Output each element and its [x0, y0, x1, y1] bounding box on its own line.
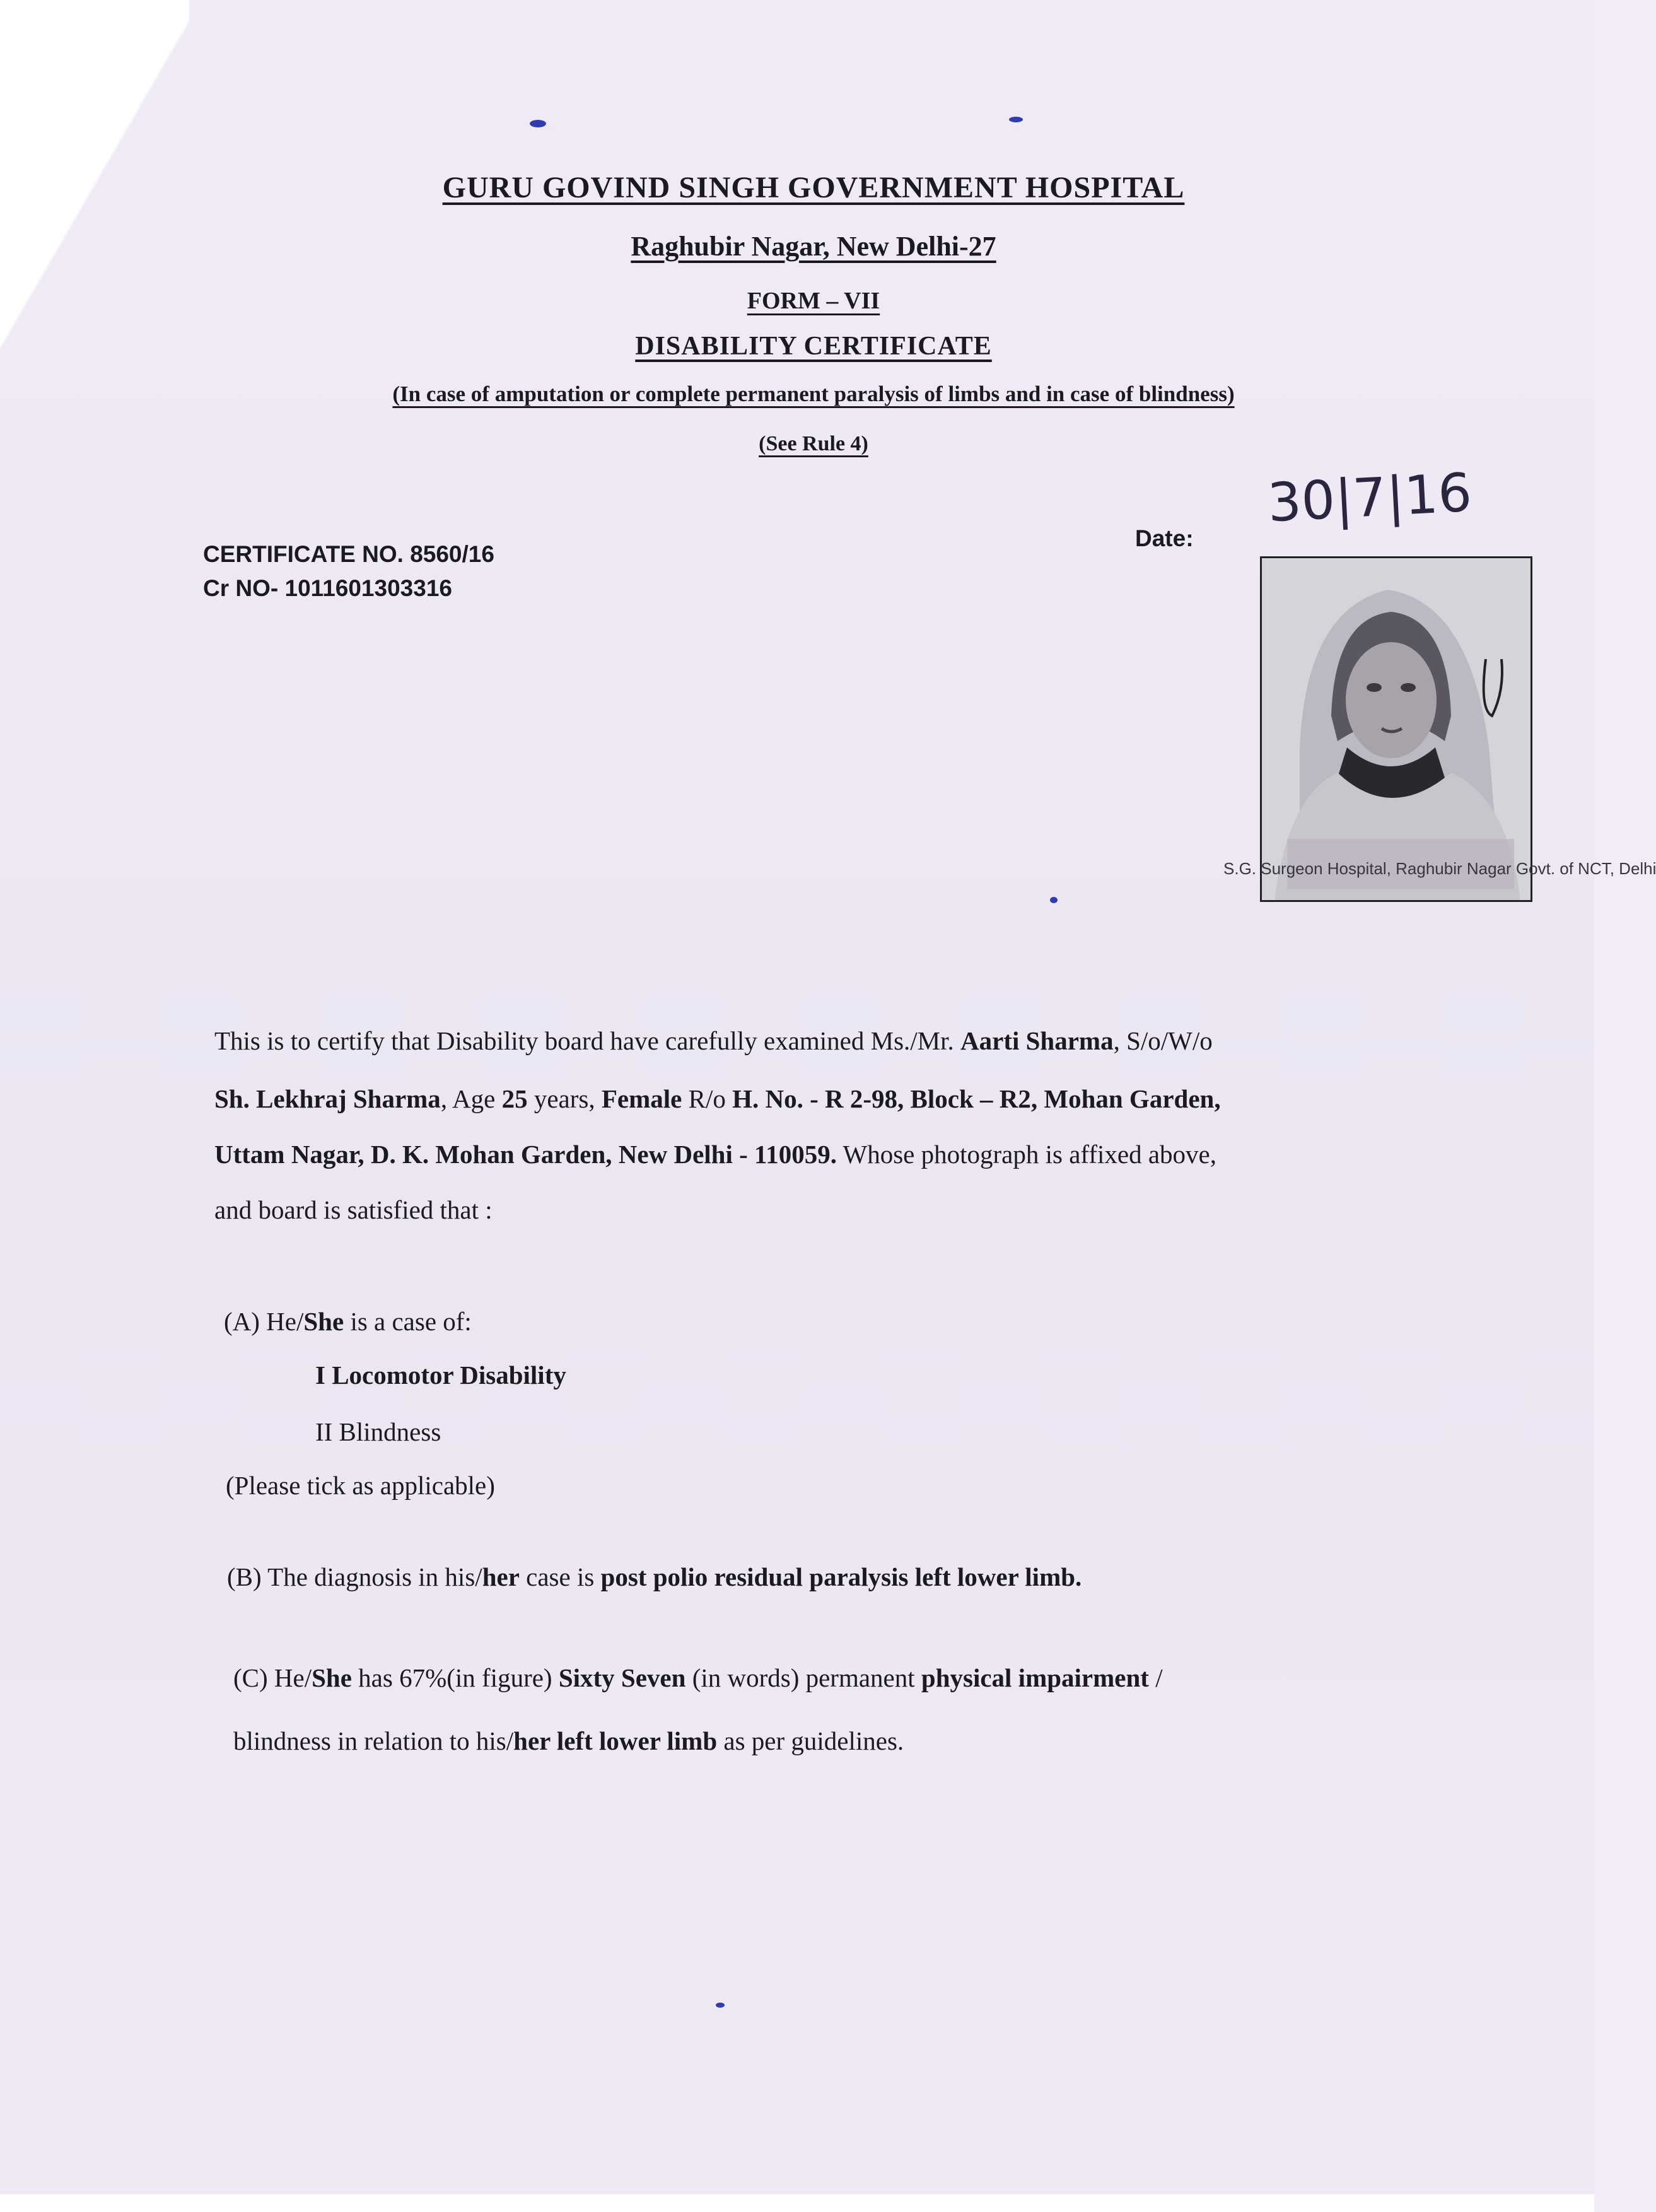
- hospital-name: GURU GOVIND SINGH GOVERNMENT HOSPITAL: [442, 171, 1185, 204]
- body-text: %(in figure): [425, 1663, 559, 1692]
- impairment-percent: 67: [399, 1663, 426, 1692]
- form-number: FORM – VII: [747, 288, 880, 314]
- body-text: case is: [519, 1562, 601, 1591]
- certificate-title: DISABILITY CERTIFICATE: [635, 332, 992, 361]
- body-text: years,: [527, 1084, 602, 1113]
- applicant-address-cont: Uttam Nagar, D. K. Mohan Garden, New Delhi - 110059.: [214, 1140, 837, 1169]
- ink-speck: [716, 2003, 725, 2008]
- section-b: [227, 1558, 1463, 1597]
- body-text: Whose photograph is affixed above,: [837, 1140, 1216, 1169]
- diagnosis: post polio residual paralysis left lower limb.: [600, 1562, 1082, 1591]
- applicant-name: Aarti Sharma: [960, 1026, 1114, 1055]
- applicant-address: H. No. - R 2-98, Block – R2, Mohan Garden,: [732, 1084, 1221, 1113]
- certificate-body-line-1: [214, 1022, 1450, 1061]
- gender-choice: She: [303, 1307, 344, 1336]
- ink-speck: [1009, 117, 1023, 122]
- folded-corner: [0, 0, 189, 391]
- section-c-prefix: (C) He/: [233, 1663, 312, 1692]
- impairment-words: Sixty Seven: [558, 1663, 686, 1692]
- page-edge: [0, 2194, 1594, 2212]
- doctor-stamp: S.G. Surgeon Hospital, Raghubir Nagar Govt. of NCT, Delhi: [1223, 859, 1656, 878]
- section-a-prefix: (A) He/: [224, 1307, 304, 1336]
- gender-choice: She: [312, 1663, 352, 1692]
- applicant-age: 25: [501, 1084, 528, 1113]
- certificate-number: CERTIFICATE NO. 8560/16: [203, 541, 494, 567]
- portrait-image: [1262, 558, 1531, 900]
- body-text: as per guidelines.: [717, 1726, 904, 1755]
- tick-note: (Please tick as applicable): [226, 1471, 495, 1500]
- certificate-body-line-3: [214, 1135, 1450, 1174]
- ink-speck: [530, 120, 546, 127]
- locomotor-disability-option: I Locomotor Disability: [315, 1361, 566, 1390]
- ink-speck: [1050, 897, 1058, 903]
- blindness-option: II Blindness: [315, 1417, 441, 1446]
- date-label: Date:: [1135, 525, 1194, 551]
- section-a: [224, 1302, 1460, 1342]
- certificate-scope: (In case of amputation or complete permanent paralysis of limbs and in case of blindness): [392, 382, 1235, 406]
- section-c-line-1: [233, 1659, 1469, 1698]
- guardian-name: Sh. Lekhraj Sharma: [214, 1084, 441, 1113]
- body-text: R/o: [682, 1084, 733, 1113]
- body-text: (in words) permanent: [685, 1663, 921, 1692]
- body-text: blindness in relation to his/: [233, 1726, 514, 1755]
- section-b-prefix: (B) The diagnosis in his/: [227, 1562, 482, 1591]
- affected-limb: her left lower limb: [513, 1726, 718, 1755]
- impairment-type: physical impairment: [921, 1663, 1149, 1692]
- rule-reference: (See Rule 4): [759, 432, 868, 455]
- handwritten-date: 30|7|16: [1266, 461, 1474, 534]
- certificate-body-line-2: [214, 1080, 1450, 1119]
- gender-choice: her: [482, 1562, 520, 1591]
- cr-number: Cr NO- 1011601303316: [203, 575, 452, 601]
- hospital-address: Raghubir Nagar, New Delhi-27: [631, 231, 996, 262]
- section-c-line-2: [233, 1722, 1469, 1761]
- body-text: , S/o/W/o: [1113, 1026, 1213, 1055]
- section-a-suffix: is a case of:: [344, 1307, 472, 1336]
- body-text: /: [1148, 1663, 1163, 1692]
- certificate-body-line-4: and board is satisfied that :: [214, 1195, 493, 1224]
- body-text: This is to certify that Disability board have carefully examined Ms./Mr.: [214, 1026, 961, 1055]
- body-text: has: [351, 1663, 400, 1692]
- applicant-gender: Female: [601, 1084, 682, 1113]
- applicant-photo: [1260, 556, 1532, 902]
- body-text: , Age: [440, 1084, 502, 1113]
